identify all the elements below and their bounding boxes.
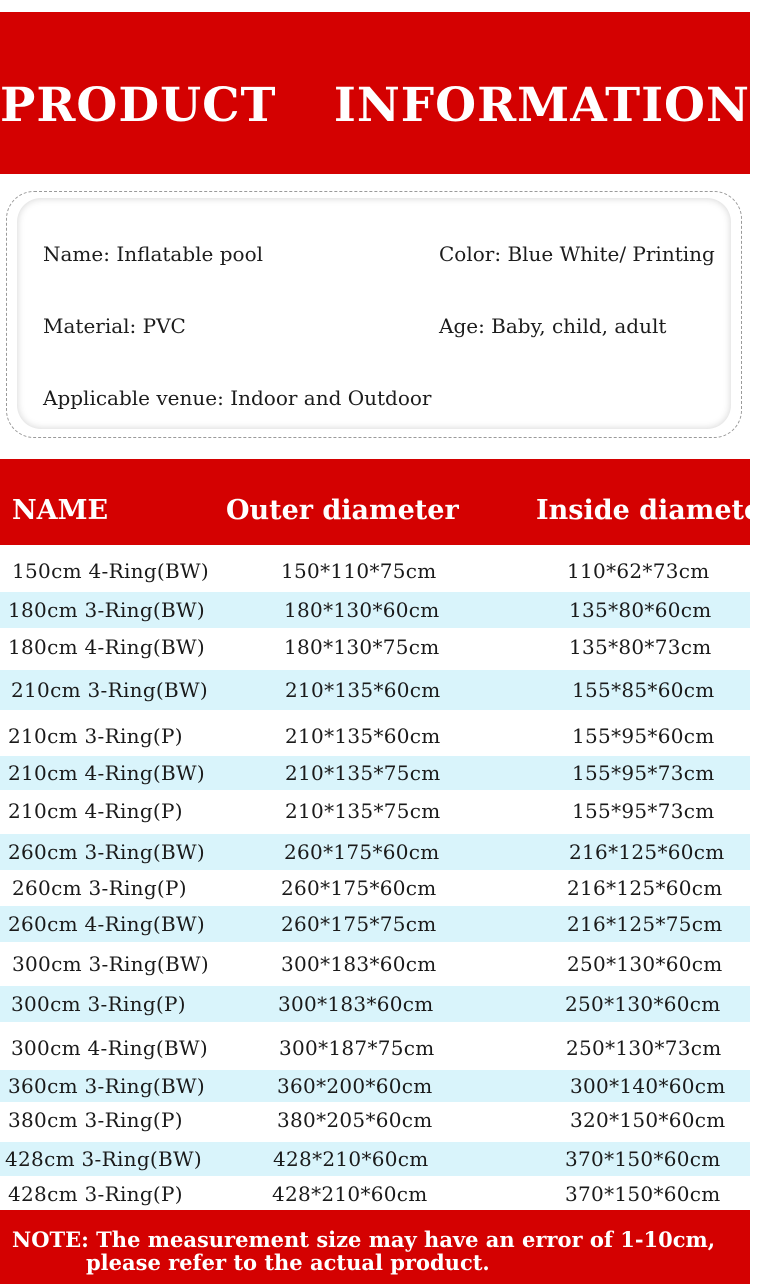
info-color: Color: Blue White/ Printing [439,242,715,266]
cell-inside: 250*130*60cm [567,952,723,976]
table-row [0,1102,750,1138]
cell-outer: 300*187*75cm [279,1036,435,1060]
table-row [0,1142,750,1176]
cell-outer: 360*200*60cm [277,1074,433,1098]
table-row [0,592,750,628]
table-row [0,1028,750,1068]
note-band [0,1210,750,1284]
cell-inside: 250*130*73cm [566,1036,722,1060]
cell-inside: 110*62*73cm [567,559,710,583]
column-header-name: NAME [12,495,109,526]
info-venue: Applicable venue: Indoor and Outdoor [43,386,432,410]
table-row [0,870,750,906]
cell-name: 210cm 3-Ring(BW) [11,678,208,702]
cell-inside: 155*95*73cm [572,761,715,785]
cell-inside: 155*95*73cm [572,799,715,823]
cell-inside: 155*85*60cm [572,678,715,702]
cell-outer: 210*135*60cm [285,724,441,748]
cell-inside: 216*125*60cm [567,876,723,900]
cell-outer: 260*175*60cm [281,876,437,900]
cell-name: 380cm 3-Ring(P) [8,1108,183,1132]
cell-inside: 320*150*60cm [570,1108,726,1132]
table-row [0,628,750,666]
table-row [0,906,750,942]
note-line-2: please refer to the actual product. [86,1250,490,1275]
cell-inside: 370*150*60cm [565,1182,721,1206]
info-age: Age: Baby, child, adult [439,314,667,338]
cell-inside: 250*130*60cm [565,992,721,1016]
cell-name: 360cm 3-Ring(BW) [8,1074,205,1098]
cell-name: 260cm 4-Ring(BW) [8,912,205,936]
cell-outer: 428*210*60cm [272,1182,428,1206]
table-row [0,834,750,870]
cell-name: 428cm 3-Ring(P) [8,1182,183,1206]
cell-name: 180cm 3-Ring(BW) [8,598,205,622]
table-row [0,944,750,984]
cell-name: 180cm 4-Ring(BW) [8,635,205,659]
cell-outer: 180*130*60cm [284,598,440,622]
cell-inside: 135*80*73cm [569,635,712,659]
table-row [0,1176,750,1212]
column-header-inside-diameter: Inside diameter [536,495,775,526]
table-row [0,716,750,756]
cell-name: 210cm 3-Ring(P) [8,724,183,748]
cell-inside: 216*125*75cm [567,912,723,936]
cell-inside: 300*140*60cm [570,1074,726,1098]
cell-outer: 210*135*75cm [285,799,441,823]
cell-outer: 180*130*75cm [284,635,440,659]
cell-outer: 260*175*75cm [281,912,437,936]
cell-inside: 155*95*60cm [572,724,715,748]
cell-name: 260cm 3-Ring(P) [12,876,187,900]
cell-name: 210cm 4-Ring(BW) [8,761,205,785]
table-row [0,756,750,790]
page-title: PRODUCT INFORMATION [0,78,750,133]
cell-outer: 210*135*60cm [285,678,441,702]
column-header-outer-diameter: Outer diameter [226,495,459,526]
cell-outer: 150*110*75cm [281,559,437,583]
cell-name: 300cm 3-Ring(P) [11,992,186,1016]
info-material: Material: PVC [43,314,186,338]
info-name: Name: Inflatable pool [43,242,263,266]
table-row [0,986,750,1022]
note-line-1: NOTE: The measurement size may have an error of 1-10cm, [12,1227,716,1252]
cell-outer: 380*205*60cm [277,1108,433,1132]
cell-outer: 210*135*75cm [285,761,441,785]
table-row [0,792,750,830]
cell-inside: 370*150*60cm [565,1147,721,1171]
cell-name: 210cm 4-Ring(P) [8,799,183,823]
cell-outer: 300*183*60cm [281,952,437,976]
header-banner [0,12,750,174]
table-row [0,551,750,591]
cell-name: 150cm 4-Ring(BW) [12,559,209,583]
cell-outer: 260*175*60cm [284,840,440,864]
cell-name: 260cm 3-Ring(BW) [8,840,205,864]
cell-inside: 135*80*60cm [569,598,712,622]
cell-name: 300cm 3-Ring(BW) [12,952,209,976]
cell-name: 428cm 3-Ring(BW) [5,1147,202,1171]
table-row [0,1070,750,1102]
cell-outer: 428*210*60cm [273,1147,429,1171]
table-row [0,670,750,710]
cell-inside: 216*125*60cm [569,840,725,864]
cell-outer: 300*183*60cm [278,992,434,1016]
cell-name: 300cm 4-Ring(BW) [11,1036,208,1060]
